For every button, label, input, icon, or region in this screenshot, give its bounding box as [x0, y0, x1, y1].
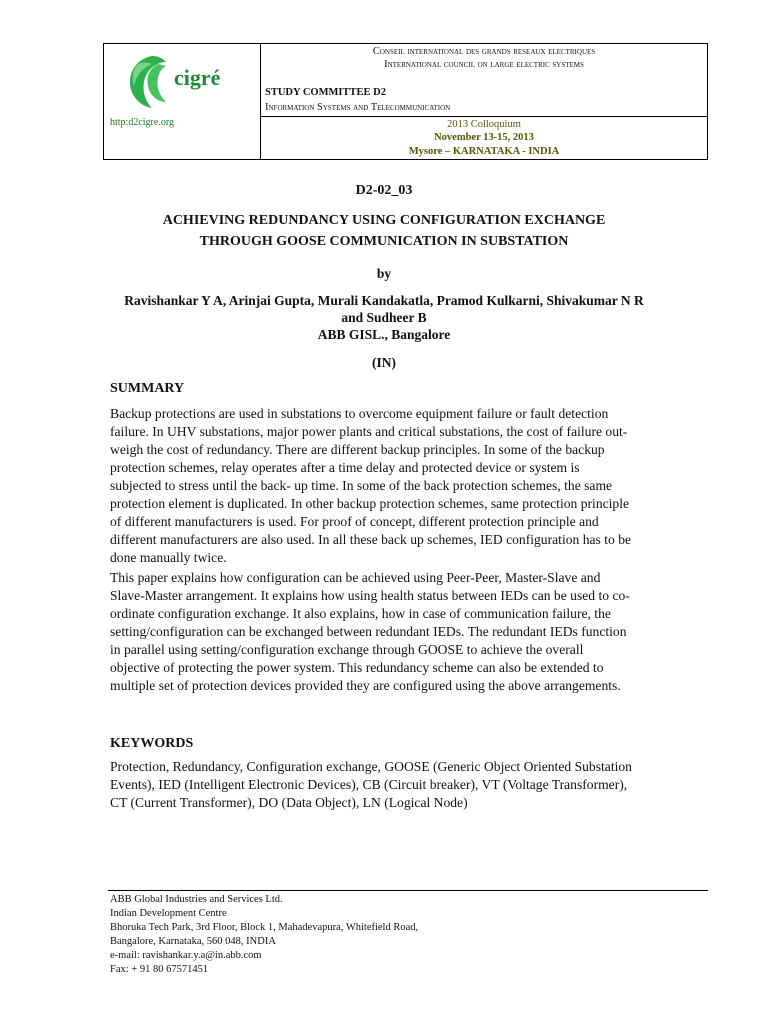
text-line: Slave-Master arrangement. It explains how using health status between IEDs can be used to co- — [110, 588, 630, 603]
header-table — [103, 43, 708, 160]
text-line: multiple set of protection devices provided they are configured using the above arrangements. — [110, 678, 621, 693]
authors-line1: Ravishankar Y A, Arinjai Gupta, Murali Kandakatla, Pramod Kulkarni, Shivakumar N R — [124, 293, 644, 308]
committee-subject: Information Systems and Telecommunication — [265, 102, 451, 113]
text-line: of different manufacturers is used. For proof of concept, different protection principle and — [110, 514, 599, 529]
footer-line: ABB Global Industries and Services Ltd. — [110, 894, 283, 905]
footer-divider — [108, 890, 708, 891]
logo-text: cigré — [174, 65, 221, 90]
paper-title-line2: THROUGH GOOSE COMMUNICATION IN SUBSTATION — [199, 234, 569, 249]
header-info-top — [261, 44, 707, 117]
text-line: different manufacturers are also used. In all these back up schemes, IED configuration has to be — [110, 532, 632, 547]
keywords-heading: KEYWORDS — [110, 736, 194, 751]
study-committee: STUDY COMMITTEE D2 — [265, 87, 386, 98]
text-line: protection schemes, relay operates after a time delay and protected device or system is — [110, 460, 580, 475]
keywords-paragraph — [110, 758, 710, 812]
authors-line2: and Sudheer B — [341, 310, 427, 325]
international-council-title: International council on large electric systems — [384, 59, 584, 70]
by-label: by — [376, 266, 392, 281]
cigre-logo — [122, 52, 242, 114]
logo-cell — [104, 44, 261, 159]
text-line: protection element is duplicated. In other backup protection schemes, same protection principle — [110, 496, 630, 511]
text-line: subjected to stress until the back- up time. In some of the back protection schemes, the same — [110, 478, 613, 493]
text-line: This paper explains how configuration can be achieved using Peer-Peer, Master-Slave and — [110, 570, 601, 585]
footer-line: Indian Development Centre — [110, 908, 227, 919]
text-line: objective of protecting the power system. This redundancy scheme can also be extended to — [110, 660, 604, 675]
text-line: setting/configuration can be exchanged between redundant IEDs. The redundant IEDs function — [110, 624, 627, 639]
text-line: Protection, Redundancy, Configuration exchange, GOOSE (Generic Object Oriented Substation — [110, 759, 632, 774]
text-line: Backup protections are used in substations to overcome equipment failure or fault detection — [110, 406, 609, 421]
colloquium-name: 2013 Colloquium — [447, 119, 521, 130]
colloquium-location: Mysore – KARNATAKA - INDIA — [408, 146, 560, 157]
header-url[interactable]: http:d2cigre.org — [110, 117, 174, 128]
conseil-title: Conseil international des grands reseaux electriques — [372, 46, 596, 57]
footer-line: Fax: + 91 80 67571451 — [110, 964, 209, 975]
header-info-bottom — [261, 116, 707, 160]
text-line: weigh the cost of redundancy. There are different backup principles. In some of the backup — [110, 442, 605, 457]
country: (IN) — [372, 355, 396, 370]
paper-title-line1: ACHIEVING REDUNDANCY USING CONFIGURATION EXCHANGE — [162, 213, 606, 228]
footer-address — [110, 893, 418, 977]
text-line: done manually twice. — [110, 550, 227, 565]
text-line: failure. In UHV substations, major power plants and critical substations, the cost of failure out- — [110, 424, 628, 439]
text-line: CT (Current Transformer), DO (Data Object), LN (Logical Node) — [110, 795, 468, 810]
summary-paragraph-1 — [110, 405, 710, 567]
colloquium-dates: November 13-15, 2013 — [434, 132, 534, 143]
affiliation: ABB GISL., Bangalore — [317, 327, 451, 342]
text-line: in parallel using setting/configuration exchange through GOOSE to achieve the overall — [110, 642, 584, 657]
footer-email[interactable]: e-mail: ravishankar.y.a@in.abb.com — [110, 950, 262, 961]
summary-paragraph-2 — [110, 569, 710, 695]
footer-line: Bangalore, Karnataka, 560 048, INDIA — [110, 936, 276, 947]
text-line: Events), IED (Intelligent Electronic Devices), CB (Circuit breaker), VT (Voltage Transformer), — [110, 777, 628, 792]
text-line: ordinate configuration exchange. It also explains, how in case of communication failure, the — [110, 606, 611, 621]
paper-id: D2-02_03 — [355, 183, 413, 198]
summary-heading: SUMMARY — [110, 381, 185, 396]
footer-line: Bhoruka Tech Park, 3rd Floor, Block 1, Mahadevapura, Whitefield Road, — [110, 922, 419, 933]
